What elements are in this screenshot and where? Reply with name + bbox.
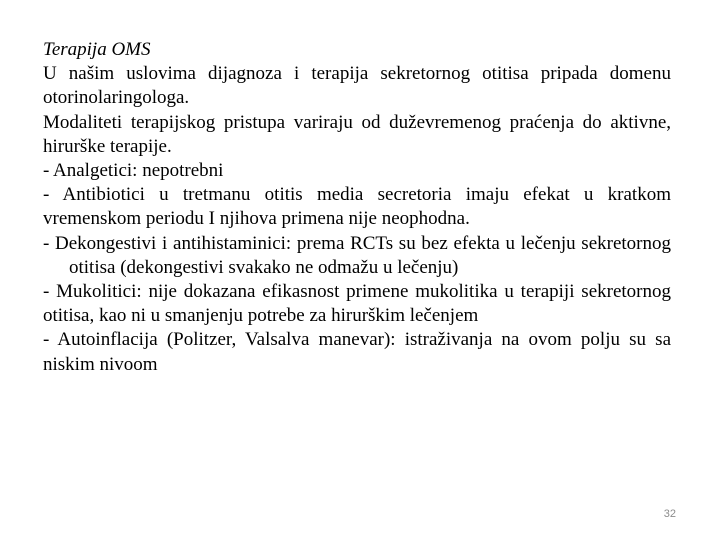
intro-paragraph: U našim uslovima dijagnoza i terapija sekretornog otitisa pripada domenu otorinolaringologa. bbox=[43, 63, 671, 109]
modalities-paragraph: Modaliteti terapijskog pristupa variraju od duževremenog praćenja do aktivne, hirurške terapije. bbox=[43, 111, 671, 157]
slide-content bbox=[43, 38, 671, 377]
page-number: 32 bbox=[663, 508, 676, 520]
list-item-analgetici: - Analgetici: nepotrebni bbox=[43, 160, 224, 182]
list-item-autoinflacija: - Autoinflacija (Politzer, Valsalva manevar): istraživanja na ovom polju su sa niskim nivoom bbox=[43, 329, 671, 375]
slide-title: Terapija OMS bbox=[43, 39, 151, 60]
list-item-antibiotici: - Antibiotici u tretmanu otitis media secretoria imaju efekat u kratkom vremenskom periodu I njihova primena nije neophodna. bbox=[43, 184, 671, 230]
list-item-mukolitici: - Mukolitici: nije dokazana efikasnost primene mukolitika u terapiji sekretornog otitisa, kao ni u smanjenju potrebe za hirurškim lečenjem bbox=[43, 281, 671, 327]
list-item-dekongestivi: - Dekongestivi i antihistaminici: prema RCTs su bez efekta u lečenju sekretornog otitisa (dekongestivi svakako ne odmažu u lečenju) bbox=[43, 232, 671, 278]
